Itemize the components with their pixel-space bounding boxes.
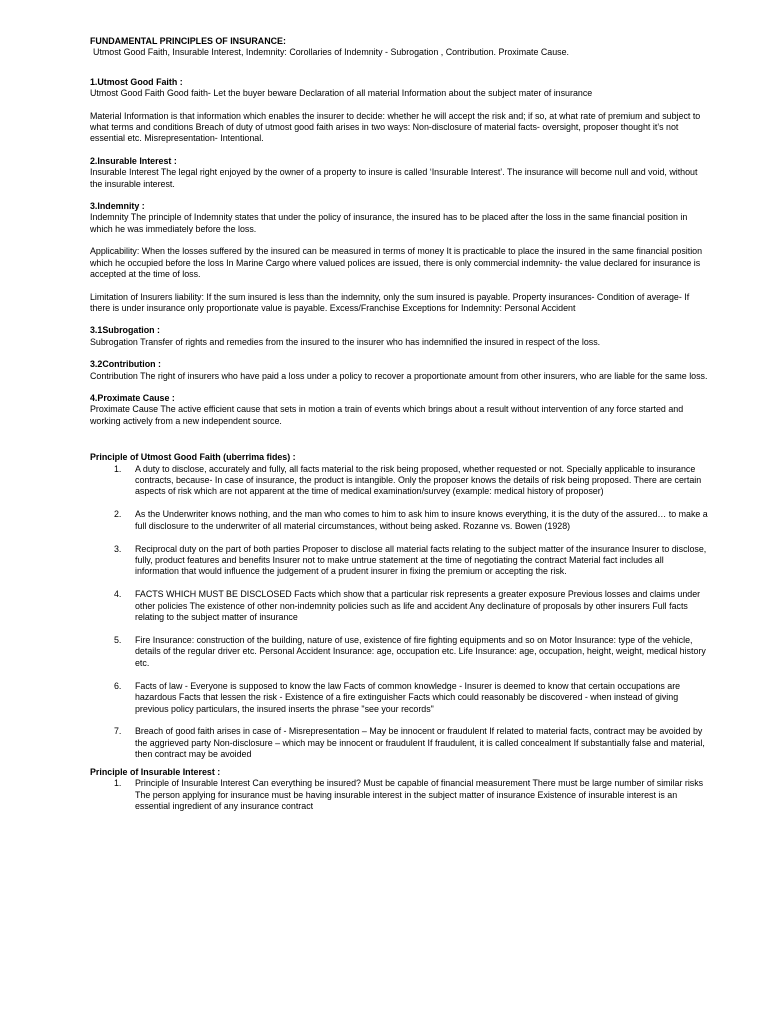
list-item-number: 1.: [114, 778, 122, 789]
section-heading-proximate-cause: 4.Proximate Cause :: [90, 392, 175, 403]
section-heading-indemnity: 3.Indemnity :: [90, 201, 145, 212]
list-item-text: Facts of law - Everyone is supposed to know the law Facts of common knowledge - Insurer is deemed to know that certain occupations are hazardous Facts that lessen the risk - Existence of a fire extinguisher Facts which could reasonably be discovered - when instead of giving previous policy particulars, the insured inserts the phrase "see your records": [135, 680, 681, 714]
paragraph: Utmost Good Faith Good faith- Let the buyer beware Declaration of all material Information about the subject mater of insurance: [90, 88, 593, 99]
list-item-number: 4.: [114, 589, 122, 600]
section-heading-utmost-good-faith: 1.Utmost Good Faith :: [90, 76, 183, 87]
list-item-number: 5.: [114, 635, 122, 646]
paragraph: Material Information is that information which enables the insurer to decide: whether he will accept the risk and; if so, at what rate of premium and subject to what terms and conditions Breach of duty of utmost good faith arises in two ways: Non-disclosure of material facts- oversight, proposer thought it’s not essential etc. Misrepresentation- Intentional.: [90, 110, 701, 144]
list-item-number: 7.: [114, 726, 122, 737]
list-item-number: 1.: [114, 463, 122, 474]
list-item-text: Breach of good faith arises in case of - Misrepresentation – May be innocent or fraudulent If related to material facts, contract may be avoided by the aggrieved party Non-disclosure – which may be innocent or fraudulent If fraudulent, it is called concealment If substantially false and material, then contract may be avoided: [135, 726, 705, 760]
list-item: [90, 681, 708, 715]
list-item-text: As the Underwriter knows nothing, and the man who comes to him to ask him to insure knows everything, it is the duty of the assured… to make a full disclosure to the underwriter of all material circumstances, without being asked. Rozanne vs. Bowen (1928): [135, 509, 708, 531]
list-item-text: Principle of Insurable Interest Can everything be insured? Must be capable of financial measurement There must be large number of similar risks The person applying for insurance must be having insurable interest in the subject matter of insurance Existence of insurable interest is an essential ingredient of any insurance contract: [135, 778, 704, 811]
list-item: [90, 589, 708, 623]
paragraph: Subrogation Transfer of rights and remedies from the insured to the insurer who has indemnified the insured in respect of the loss.: [90, 336, 601, 347]
document-title: FUNDAMENTAL PRINCIPLES OF INSURANCE:: [90, 36, 286, 46]
list-item: [90, 635, 708, 669]
document-subtitle: Utmost Good Faith, Insurable Interest, Indemnity: Corollaries of Indemnity - Subrogation , Contribution. Proximate Cause.: [93, 47, 570, 58]
list-item: [90, 544, 708, 578]
section-heading-insurable-interest: 2.Insurable Interest :: [90, 155, 177, 166]
list-item-text: A duty to disclose, accurately and fully, all facts material to the risk being proposed, whether requested or not. Specially applicable to insurance contracts, because- In case of insurance, the product is intangible. Only the proposer knows the details of risk being proposed. There are certain aspects of risk which are not apparent at the time of medical examination/survey (example: medical history of proposer): [135, 463, 702, 497]
list-item: [90, 726, 708, 760]
insurable-interest-list: [90, 778, 708, 812]
list-item: [90, 464, 708, 498]
list-item-number: 2.: [114, 509, 122, 520]
list-item-text: Fire Insurance: construction of the building, nature of use, existence of fire fighting equipments and so on Motor Insurance: type of the vehicle, details of the regular driver etc. Personal Accident Insurance: age, occupation etc. Life Insurance: age, occupation, height, weight, medical history etc.: [135, 635, 706, 668]
section-heading-subrogation: 3.1Subrogation :: [90, 325, 161, 336]
paragraph: Limitation of Insurers liability: If the sum insured is less than the indemnity, only the sum insured is payable. Property insurances- Condition of average- If there is under insurance only proportionate value is payable. Excess/Franchise Exceptions for Indemnity: Personal Accident: [90, 291, 690, 313]
list-item: [90, 778, 708, 812]
list-heading-utmost-good-faith: Principle of Utmost Good Faith (uberrima fides) :: [90, 452, 296, 463]
paragraph: Indemnity The principle of Indemnity states that under the policy of insurance, the insured has to be placed after the loss in the same financial position in which he was immediately before the loss.: [90, 212, 688, 234]
list-item-text: FACTS WHICH MUST BE DISCLOSED Facts which show that a particular risk represents a greater exposure Previous losses and claims under other policies The existence of other non-indemnity policies such as life and accident Any declinature of proposals by other insurers Full facts relating to the subject matter of insurance: [135, 589, 701, 623]
paragraph: Proximate Cause The active efficient cause that sets in motion a train of events which brings about a result without intervention of any force started and working actively from a new independent source.: [90, 404, 684, 426]
list-heading-insurable-interest: Principle of Insurable Interest :: [90, 766, 221, 777]
list-item-text: Reciprocal duty on the part of both parties Proposer to disclose all material facts relating to the subject matter of the insurance Insurer to disclose, fully, product features and benefits Insurer not to make untrue statement at the time of negotiating the contract Material fact includes all information that would influence the judgement of a prudent insurer in fixing the premium or accepting the risk.: [135, 543, 707, 577]
list-item-number: 6.: [114, 680, 122, 691]
section-heading-contribution: 3.2Contribution :: [90, 359, 161, 370]
list-item-number: 3.: [114, 543, 122, 554]
utmost-good-faith-list: [90, 464, 708, 761]
paragraph: Insurable Interest The legal right enjoyed by the owner of a property to insure is called ‘Insurable Interest’. The insurance will become null and void, without the insurable interest.: [90, 167, 698, 189]
list-item: [90, 509, 708, 532]
paragraph: Applicability: When the losses suffered by the insured can be measured in terms of money It is practicable to place the insured in the same financial position which he occupied before the loss In Marine Cargo where valued polices are issued, there is only commercial indemnity- the value declared for insurance is accepted at the time of loss.: [90, 246, 703, 280]
paragraph: Contribution The right of insurers who have paid a loss under a policy to recover a proportionate amount from other insurers, who are liable for the same loss.: [90, 370, 708, 381]
